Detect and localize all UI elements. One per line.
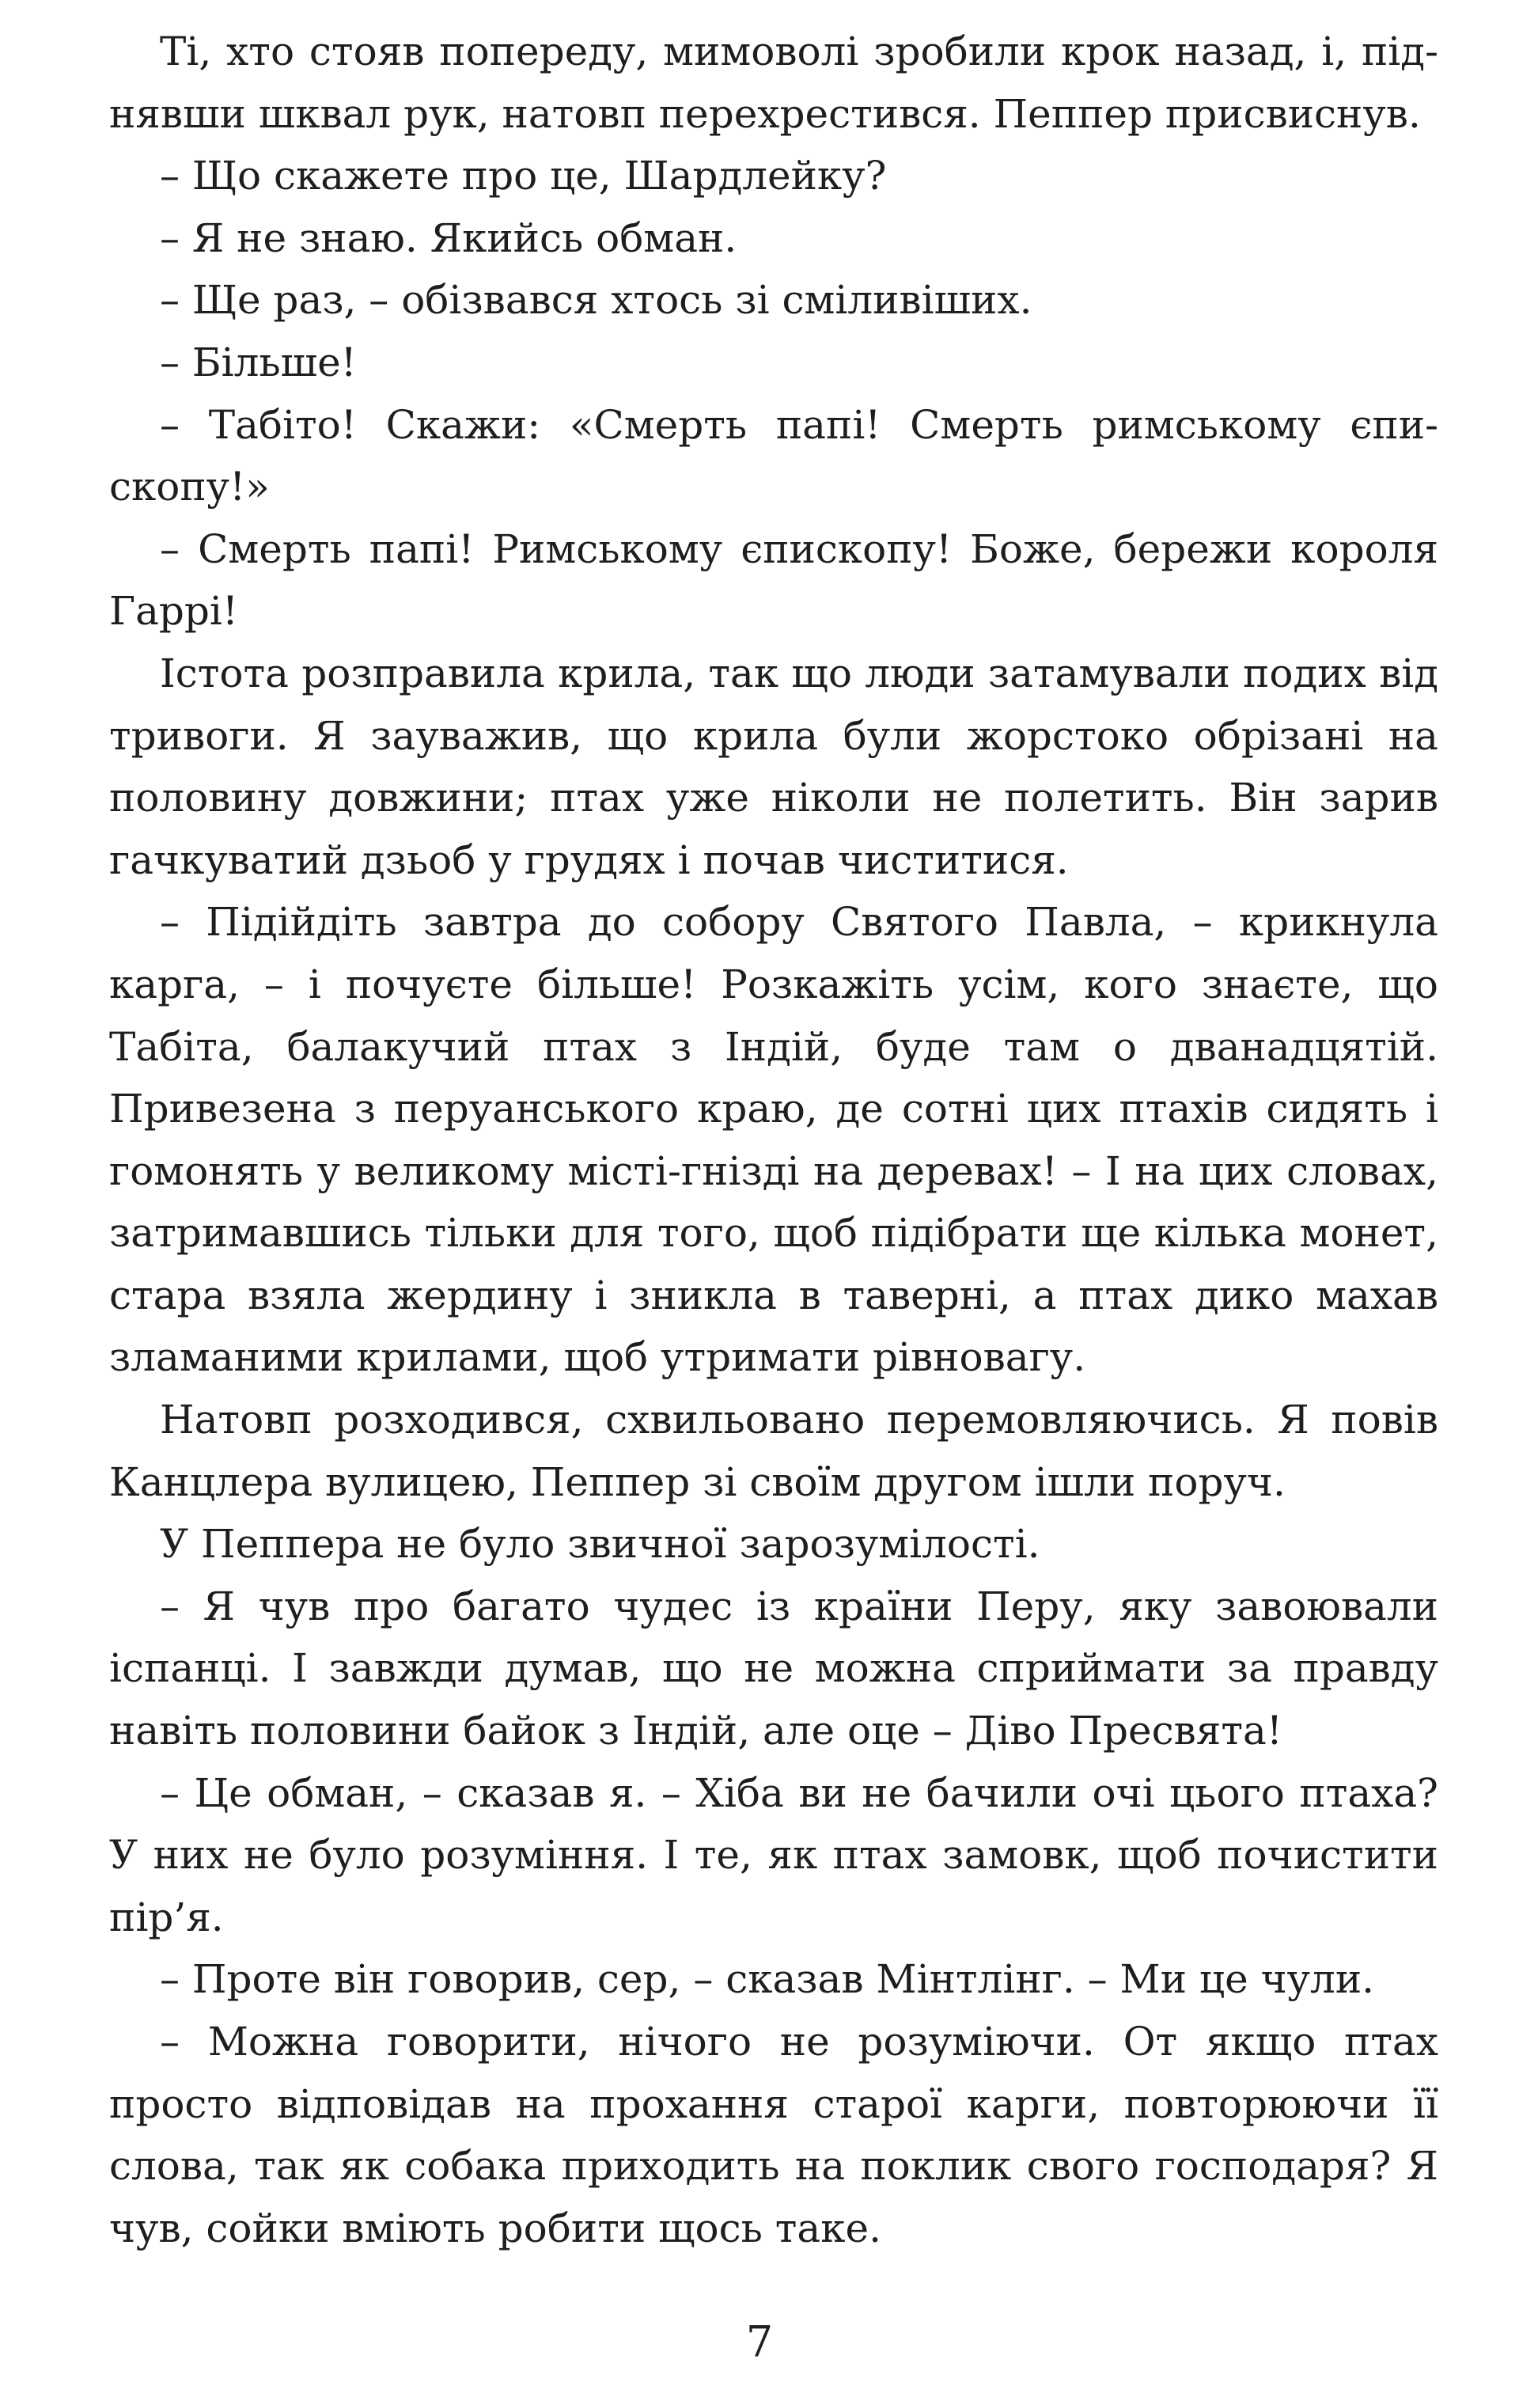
paragraph: Ті, хто стояв попереду, мимоволі зробили крок назад, і, піднявши шквал рук, натовп перехрестився. Пеппер присвиснув. [109, 28, 1438, 137]
paragraph: – Проте він говорив, сер, – сказав Мінтлінг. – Ми це чули. [160, 1956, 1375, 2003]
page-number: 7 [745, 2317, 774, 2367]
paragraph: – Смерть папі! Римському єпископу! Боже, бережи короля Гаррі! [109, 525, 1438, 635]
paragraph: У Пеппера не було звичної зарозумілості. [160, 1521, 1040, 1568]
body-text [109, 21, 1438, 2259]
paragraph: – Я не знаю. Якийсь обман. [160, 214, 737, 261]
paragraph: – Що скажете про це, Шардлейку? [160, 153, 887, 199]
paragraph: – Більше! [160, 339, 357, 385]
paragraph: – Я чув про багато чудес із країни Перу, яку завоювали іспанці. І завжди думав, що не можна сприймати за правду навіть половини байок з Індій, але оце – Діво Пресвята! [109, 1583, 1438, 1754]
paragraph: – Підійдіть завтра до собору Святого Павла, – крикнула карга, – і почуєте більше! Розкажіть усім, кого знаєте, що Табіта, балакучий птах з Індій, буде там о дванадцятій. Привезена з перуанського краю, де сотні цих птахів сидять і гомонять у великому місті-гнізді на деревах! – І на цих словах, затримавшись тільки для того, щоб підібрати ще кілька монет, стара взяла жердину і зникла в таверні, а птах дико махав зламаними крилами, щоб утримати рівновагу. [109, 899, 1438, 1381]
paragraph: – Табіто! Скажи: «Смерть папі! Смерть римському єпископу!» [109, 401, 1438, 510]
paragraph: – Можна говорити, нічого не розуміючи. От якщо птах просто відповідав на прохання старої карги, повторюючи її слова, так як собака приходить на поклик свого господаря? Я чув, сойки вміють робити щось таке. [109, 2019, 1438, 2251]
paragraph: Істота розправила крила, так що люди затамували подих від тривоги. Я зауважив, що крила були жорстоко обрізані на половину довжини; птах уже ніколи не полетить. Він зарив гачкуватий дзьоб у грудях і почав чиститися. [109, 650, 1438, 883]
paragraph: – Це обман, – сказав я. – Хіба ви не бачили очі цього птаха? У них не було розуміння. І те, як птах замовк, щоб почистити пір’я. [109, 1769, 1438, 1940]
paragraph: Натовп розходився, схвильовано перемовляючись. Я повів Канцлера вулицею, Пеппер зі своїм другом ішли поруч. [109, 1397, 1438, 1505]
paragraph: – Ще раз, – обізвався хтось зі сміливіших. [160, 277, 1032, 324]
